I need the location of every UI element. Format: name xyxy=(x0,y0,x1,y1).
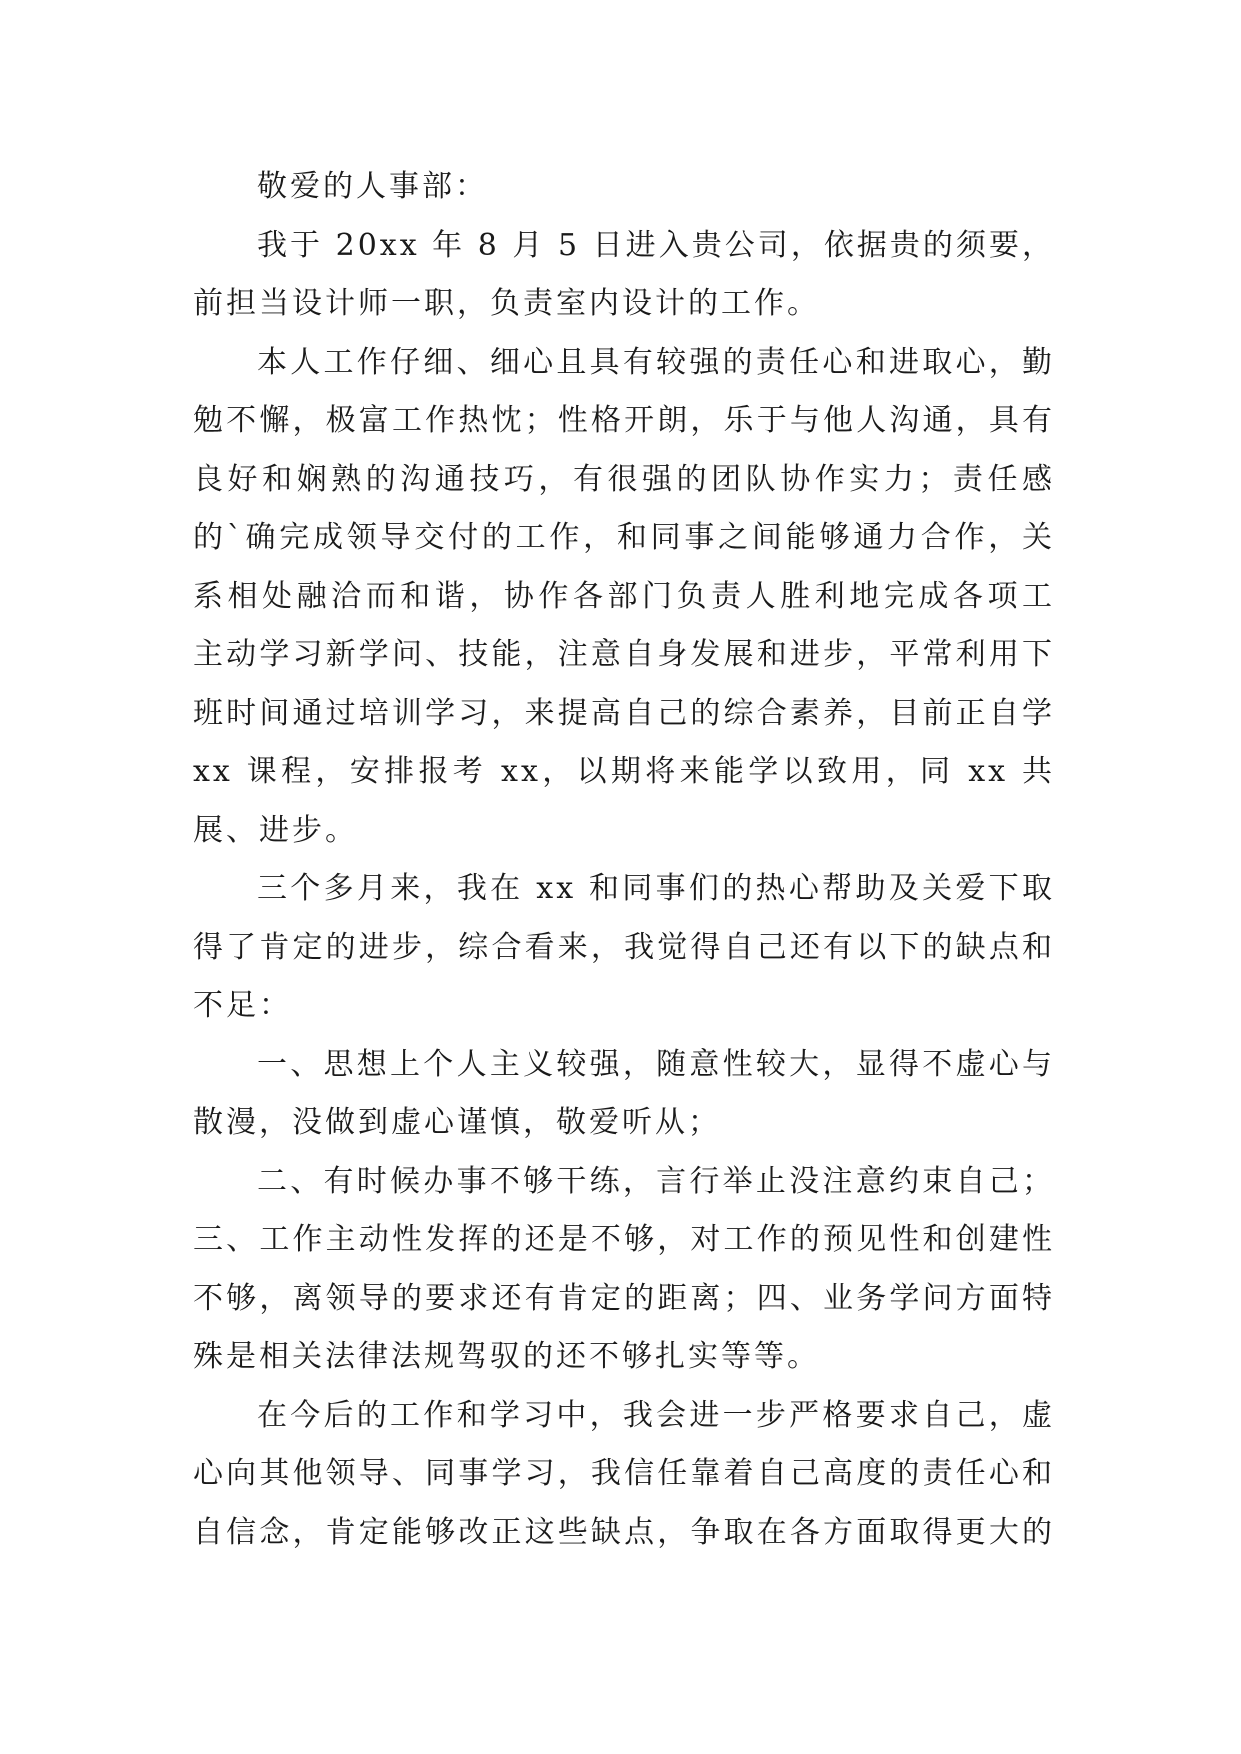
text-line: 得了肯定的进步，综合看来，我觉得自己还有以下的缺点和 xyxy=(193,929,1055,965)
text-line: 良好和娴熟的沟通技巧，有很强的团队协作实力；责任感 xyxy=(193,461,1055,497)
salutation xyxy=(193,158,1055,217)
text-line: 心向其他领导、同事学习，我信任靠着自己高度的责任心和 xyxy=(193,1456,1055,1491)
text-line: 自信念，肯定能够改正这些缺点，争取在各方面取得更大的 xyxy=(193,1514,1055,1550)
text-line: 前担当设计师一职，负责室内设计的工作。 xyxy=(193,286,820,321)
text-line: 三个多月来，我在 xx 和同事们的热心帮助及关爱下取 xyxy=(257,871,1055,906)
text-line: 不够，离领导的要求还有肯定的距离；四、业务学问方面特 xyxy=(193,1280,1055,1316)
text-line: xx 课程，安排报考 xx，以期将来能学以致用，同 xx 共 xyxy=(193,754,1055,789)
text-line: 三、工作主动性发挥的还是不够，对工作的预见性和创建性 xyxy=(193,1222,1055,1257)
paragraph-progress xyxy=(193,860,1055,1036)
paragraph-future-plan xyxy=(193,1387,1055,1563)
text-line: 本人工作仔细、细心且具有较强的责任心和进取心，勤 xyxy=(257,344,1055,380)
text-line: 的`确完成领导交付的工作，和同事之间能够通力合作，关 xyxy=(193,520,1055,555)
text-line: 敬爱的人事部： xyxy=(257,169,488,204)
text-line: 散漫，没做到虚心谨慎，敬爱听从； xyxy=(193,1105,721,1140)
letter-body xyxy=(193,158,1055,1562)
text-line: 在今后的工作和学习中，我会进一步严格要求自己，虚 xyxy=(257,1397,1055,1433)
text-line: 殊是相关法律法规驾驭的还不够扎实等等。 xyxy=(193,1339,820,1374)
text-line: 主动学习新学问、技能，注意自身发展和进步，平常利用下 xyxy=(193,637,1055,672)
text-line: 勉不懈，极富工作热忱；性格开朗，乐于与他人沟通，具有 xyxy=(193,403,1055,438)
text-line: 我于 20xx 年 8 月 5 日进入贵公司，依据贵的须要， xyxy=(257,227,1055,263)
paragraph-intro xyxy=(193,217,1055,334)
text-line: 展、进步。 xyxy=(193,812,358,848)
paragraph-shortcoming-one xyxy=(193,1036,1055,1153)
text-line: 一、思想上个人主义较强，随意性较大，显得不虚心与 xyxy=(257,1046,1055,1082)
text-line: 系相处融洽而和谐，协作各部门负责人胜利地完成各项工 xyxy=(193,578,1055,614)
text-line: 班时间通过培训学习，来提高自己的综合素养，目前正自学 xyxy=(193,695,1055,731)
paragraph-shortcomings-two-to-four xyxy=(193,1153,1055,1387)
paragraph-self-assessment xyxy=(193,334,1055,861)
text-line: 不足： xyxy=(193,988,292,1023)
text-line: 二、有时候办事不够干练，言行举止没注意约束自己； xyxy=(257,1163,1055,1199)
